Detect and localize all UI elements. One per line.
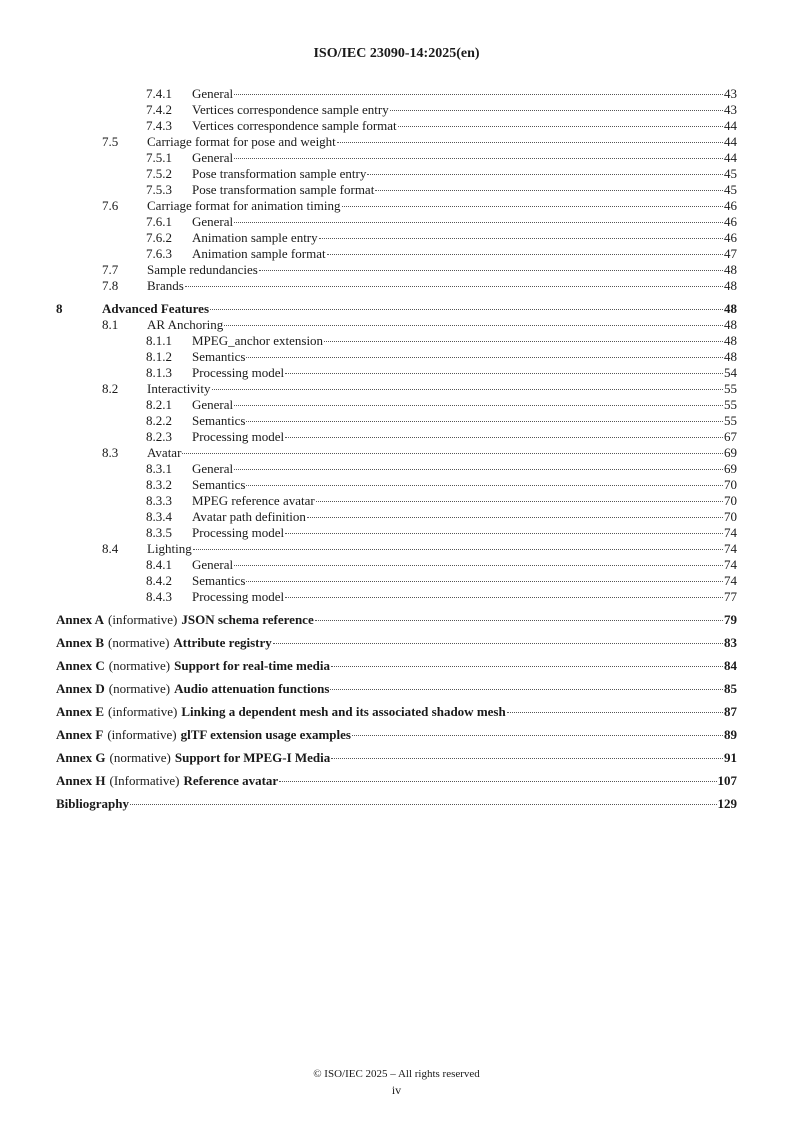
- toc-entry-number: 8.2.1: [146, 397, 172, 412]
- toc-entry-number: 8.1: [102, 317, 119, 332]
- toc-entry-title: Carriage format for animation timing: [147, 198, 341, 213]
- toc-entry-number: 7.6: [102, 198, 119, 213]
- toc-entry-page: 70: [724, 493, 737, 508]
- toc-entry-number: 8.4.2: [146, 573, 172, 588]
- toc-dot-leader: [234, 221, 723, 223]
- toc-annex-entry[interactable]: [56, 750, 737, 766]
- toc-dot-leader: [246, 356, 723, 358]
- page-footer: [0, 1066, 793, 1098]
- toc-entry-page: 55: [724, 381, 737, 396]
- toc-dot-leader: [246, 484, 723, 486]
- annex-type: (Informative): [109, 773, 180, 788]
- annex-page: 91: [724, 750, 737, 765]
- toc-entry-number: 7.5: [102, 134, 119, 149]
- toc-entry[interactable]: [56, 278, 737, 294]
- toc-entry-page: 77: [724, 589, 737, 604]
- toc-entry-number: 7.5.2: [146, 166, 172, 181]
- toc-entry[interactable]: [56, 150, 737, 166]
- toc-dot-leader: [185, 285, 723, 287]
- toc-entry-title: General: [192, 150, 234, 165]
- toc-entry-title: AR Anchoring: [147, 317, 224, 332]
- toc-entry-number: 7.7: [102, 262, 119, 277]
- toc-dot-leader: [375, 189, 723, 191]
- annex-type: (normative): [108, 681, 171, 696]
- toc-dot-leader: [234, 404, 723, 406]
- annex-title: Support for real-time media: [174, 658, 331, 673]
- toc-entry[interactable]: [56, 525, 737, 541]
- annex-title: JSON schema reference: [181, 612, 314, 627]
- toc-entry-page: 43: [724, 102, 737, 117]
- toc-entry[interactable]: [56, 118, 737, 134]
- page-number: iv: [391, 1083, 402, 1097]
- toc-entry-title: Interactivity: [147, 381, 211, 396]
- toc-entry-page: 69: [724, 461, 737, 476]
- toc-entry[interactable]: [56, 182, 737, 198]
- toc-entry-title: Sample redundancies: [147, 262, 258, 277]
- toc-entry[interactable]: [56, 246, 737, 262]
- toc-entry-page: 45: [724, 182, 737, 197]
- annex-type: (informative): [108, 612, 178, 627]
- toc-entry-number: 7.4.2: [146, 102, 172, 117]
- toc-entry-page: 44: [724, 134, 737, 149]
- toc-dot-leader: [324, 340, 723, 342]
- toc-entry-number: 7.4.1: [146, 86, 172, 101]
- toc-annex-entry[interactable]: [56, 681, 737, 697]
- toc-dot-leader: [259, 269, 723, 271]
- toc-entry-title: Animation sample format: [192, 246, 326, 261]
- annex-title: Audio attenuation functions: [174, 681, 330, 696]
- toc-entry-number: 8.3.1: [146, 461, 172, 476]
- toc-entry[interactable]: [56, 317, 737, 333]
- toc-dot-leader: [246, 420, 723, 422]
- toc-entry[interactable]: [56, 86, 737, 102]
- toc-entry-number: 8.1.2: [146, 349, 172, 364]
- toc-entry-number: 8: [56, 301, 63, 316]
- toc-dot-leader: [273, 642, 723, 644]
- toc-entry-number: 7.6.1: [146, 214, 172, 229]
- toc-entry-page: 44: [724, 150, 737, 165]
- toc-annex-entry[interactable]: [56, 658, 737, 674]
- toc-entry-title: General: [192, 214, 234, 229]
- toc-entry-page: 74: [724, 573, 737, 588]
- toc-dot-leader: [507, 711, 723, 713]
- toc-entry[interactable]: [56, 102, 737, 118]
- toc-entry-page: 45: [724, 166, 737, 181]
- toc-dot-leader: [331, 757, 723, 759]
- toc-dot-leader: [331, 665, 723, 667]
- toc-dot-leader: [246, 580, 723, 582]
- annex-page: 83: [724, 635, 737, 650]
- toc-entry-page: 47: [724, 246, 737, 261]
- toc-dot-leader: [234, 564, 723, 566]
- toc-entry[interactable]: [56, 445, 737, 461]
- annex-type: (normative): [108, 658, 171, 673]
- toc-entry[interactable]: [56, 198, 737, 214]
- toc-entry-title: Semantics: [192, 477, 246, 492]
- toc-entry-number: 8.4: [102, 541, 119, 556]
- annex-page: 85: [724, 681, 737, 696]
- toc-entry-page: 48: [724, 349, 737, 364]
- annex-label: Annex B: [56, 635, 105, 650]
- annex-title: Reference avatar: [183, 773, 279, 788]
- toc-entry-page: 67: [724, 429, 737, 444]
- toc-entry-title: Avatar: [147, 445, 182, 460]
- toc-annex-entry[interactable]: [56, 704, 737, 720]
- toc-annex-entry[interactable]: [56, 727, 737, 743]
- annex-page: 84: [724, 658, 737, 673]
- toc-entry-page: 48: [724, 301, 737, 316]
- toc-dot-leader: [210, 308, 723, 310]
- toc-entry-page: 54: [724, 365, 737, 380]
- toc-dot-leader: [234, 157, 723, 159]
- toc-entry[interactable]: [56, 397, 737, 413]
- annex-type: (normative): [109, 750, 171, 765]
- annex-title: glTF extension usage examples: [180, 727, 351, 742]
- annex-type: (informative): [107, 727, 177, 742]
- annex-label: Annex A: [56, 612, 105, 627]
- toc-dot-leader: [319, 237, 723, 239]
- toc-entry-title: Semantics: [192, 413, 246, 428]
- annex-label: Annex E: [56, 704, 105, 719]
- toc-entry-page: 74: [724, 525, 737, 540]
- annex-label: Annex F: [56, 727, 104, 742]
- toc-dot-leader: [224, 324, 723, 326]
- toc-entry-title: Carriage format for pose and weight: [147, 134, 336, 149]
- toc-entry[interactable]: [56, 493, 737, 509]
- toc-entry[interactable]: [56, 461, 737, 477]
- annex-title: Support for MPEG-I Media: [174, 750, 331, 765]
- toc-entry-title: MPEG_anchor extension: [192, 333, 324, 348]
- toc-entry[interactable]: [56, 349, 737, 365]
- copyright-notice: © ISO/IEC 2025 – All rights reserved: [313, 1068, 480, 1080]
- toc-entry-page: 74: [724, 557, 737, 572]
- toc-annex-entry[interactable]: [56, 773, 737, 789]
- toc-entry-page: 46: [724, 198, 737, 213]
- annex-title: Linking a dependent mesh and its associated shadow mesh: [181, 704, 506, 719]
- toc-entry-page: 48: [724, 333, 737, 348]
- annex-label: Annex C: [56, 658, 105, 673]
- toc-entry[interactable]: [56, 365, 737, 381]
- toc-entry-number: 8.2: [102, 381, 119, 396]
- toc-dot-leader: [367, 173, 723, 175]
- toc-entry-title: Avatar path definition: [192, 509, 306, 524]
- annex-page: 89: [724, 727, 737, 742]
- toc-entry-page: 48: [724, 317, 737, 332]
- toc-entry-page: 70: [724, 509, 737, 524]
- toc-entry-title: Semantics: [192, 349, 246, 364]
- toc-entry-title: General: [192, 461, 234, 476]
- toc-entry-number: 8.1.3: [146, 365, 172, 380]
- toc-entry-page: 46: [724, 230, 737, 245]
- toc-entry-number: 8.3.2: [146, 477, 172, 492]
- toc-entry-page: 74: [724, 541, 737, 556]
- toc-entry[interactable]: [56, 541, 737, 557]
- toc-dot-leader: [234, 93, 723, 95]
- toc-entry-page: 55: [724, 397, 737, 412]
- toc-entry-title: General: [192, 397, 234, 412]
- toc-entry[interactable]: [56, 134, 737, 150]
- toc-entry-number: 7.6.2: [146, 230, 172, 245]
- toc-entry[interactable]: [56, 214, 737, 230]
- toc-entry-number: 8.3: [102, 445, 119, 460]
- toc-dot-leader: [316, 500, 723, 502]
- toc-dot-leader: [390, 109, 723, 111]
- toc-entry-page: 44: [724, 118, 737, 133]
- toc-dot-leader: [352, 734, 723, 736]
- toc-entry-page: 55: [724, 413, 737, 428]
- toc-entry-title: Processing model: [192, 525, 285, 540]
- toc-dot-leader: [285, 436, 723, 438]
- annex-title: Attribute registry: [173, 635, 272, 650]
- toc-entry-title: Advanced Features: [102, 301, 210, 316]
- bibliography-title: Bibliography: [56, 796, 129, 811]
- toc-entry-page: 69: [724, 445, 737, 460]
- annex-label: Annex H: [56, 773, 106, 788]
- toc-entry-page: 48: [724, 278, 737, 293]
- toc-dot-leader: [285, 372, 723, 374]
- toc-dot-leader: [234, 468, 723, 470]
- toc-dot-leader: [342, 205, 724, 207]
- annex-page: 107: [717, 773, 737, 788]
- toc-entry-title: Pose transformation sample format: [192, 182, 375, 197]
- toc-entry-number: 8.3.4: [146, 509, 172, 524]
- toc-entry-number: 8.3.3: [146, 493, 172, 508]
- toc-entry-title: MPEG reference avatar: [192, 493, 315, 508]
- toc-entry[interactable]: [56, 509, 737, 525]
- toc-dot-leader: [285, 596, 723, 598]
- toc-entry[interactable]: [56, 262, 737, 278]
- annex-page: 79: [724, 612, 737, 627]
- annex-label: Annex D: [56, 681, 105, 696]
- annex-type: (normative): [108, 635, 170, 650]
- toc-entry-title: Pose transformation sample entry: [192, 166, 367, 181]
- table-of-contents: [56, 86, 737, 812]
- toc-entry-number: 8.2.3: [146, 429, 172, 444]
- toc-entry-number: 8.2.2: [146, 413, 172, 428]
- annex-page: 87: [724, 704, 737, 719]
- toc-entry-number: 8.1.1: [146, 333, 172, 348]
- toc-entry-title: Vertices correspondence sample format: [192, 118, 397, 133]
- toc-entry[interactable]: [56, 477, 737, 493]
- toc-dot-leader: [279, 780, 716, 782]
- toc-entry-title: Processing model: [192, 589, 285, 604]
- toc-entry-title: Semantics: [192, 573, 246, 588]
- toc-dot-leader: [285, 532, 723, 534]
- toc-entry-title: Vertices correspondence sample entry: [192, 102, 389, 117]
- toc-dot-leader: [130, 803, 717, 805]
- toc-dot-leader: [337, 141, 723, 143]
- toc-dot-leader: [327, 253, 723, 255]
- toc-entry-number: 8.4.1: [146, 557, 172, 572]
- toc-dot-leader: [315, 619, 723, 621]
- toc-entry[interactable]: [56, 557, 737, 573]
- toc-dot-leader: [307, 516, 723, 518]
- toc-entry[interactable]: [56, 333, 737, 349]
- toc-entry-title: Processing model: [192, 365, 285, 380]
- toc-entry-number: 7.8: [102, 278, 119, 293]
- toc-entry-title: Brands: [147, 278, 184, 293]
- toc-dot-leader: [330, 688, 723, 690]
- toc-entry-title: Animation sample entry: [192, 230, 318, 245]
- toc-entry-number: 8.4.3: [146, 589, 172, 604]
- toc-entry-number: 7.6.3: [146, 246, 172, 261]
- toc-entry-number: 8.3.5: [146, 525, 172, 540]
- toc-dot-leader: [182, 452, 723, 454]
- toc-annex-entry[interactable]: [56, 635, 737, 651]
- toc-entry-number: 7.5.3: [146, 182, 172, 197]
- toc-entry[interactable]: [56, 573, 737, 589]
- toc-entry[interactable]: [56, 230, 737, 246]
- toc-entry-number: 7.5.1: [146, 150, 172, 165]
- toc-entry-page: 43: [724, 86, 737, 101]
- toc-entry-title: Lighting: [147, 541, 192, 556]
- toc-entry-page: 46: [724, 214, 737, 229]
- toc-entry-title: General: [192, 557, 234, 572]
- toc-dot-leader: [212, 388, 723, 390]
- toc-entry-title: General: [192, 86, 234, 101]
- toc-entry[interactable]: [56, 301, 737, 317]
- annex-type: (informative): [108, 704, 178, 719]
- toc-entry[interactable]: [56, 413, 737, 429]
- bibliography-page: 129: [717, 796, 737, 811]
- toc-bibliography-entry[interactable]: [56, 796, 737, 812]
- toc-dot-leader: [398, 125, 723, 127]
- toc-entry[interactable]: [56, 381, 737, 397]
- toc-entry-title: Processing model: [192, 429, 285, 444]
- toc-entry[interactable]: [56, 429, 737, 445]
- toc-dot-leader: [193, 548, 723, 550]
- toc-entry-page: 48: [724, 262, 737, 277]
- toc-entry-number: 7.4.3: [146, 118, 172, 133]
- toc-entry[interactable]: [56, 589, 737, 605]
- toc-entry-page: 70: [724, 477, 737, 492]
- toc-entry[interactable]: [56, 166, 737, 182]
- document-header: ISO/IEC 23090-14:2025(en): [313, 46, 480, 61]
- annex-label: Annex G: [56, 750, 106, 765]
- toc-annex-entry[interactable]: [56, 612, 737, 628]
